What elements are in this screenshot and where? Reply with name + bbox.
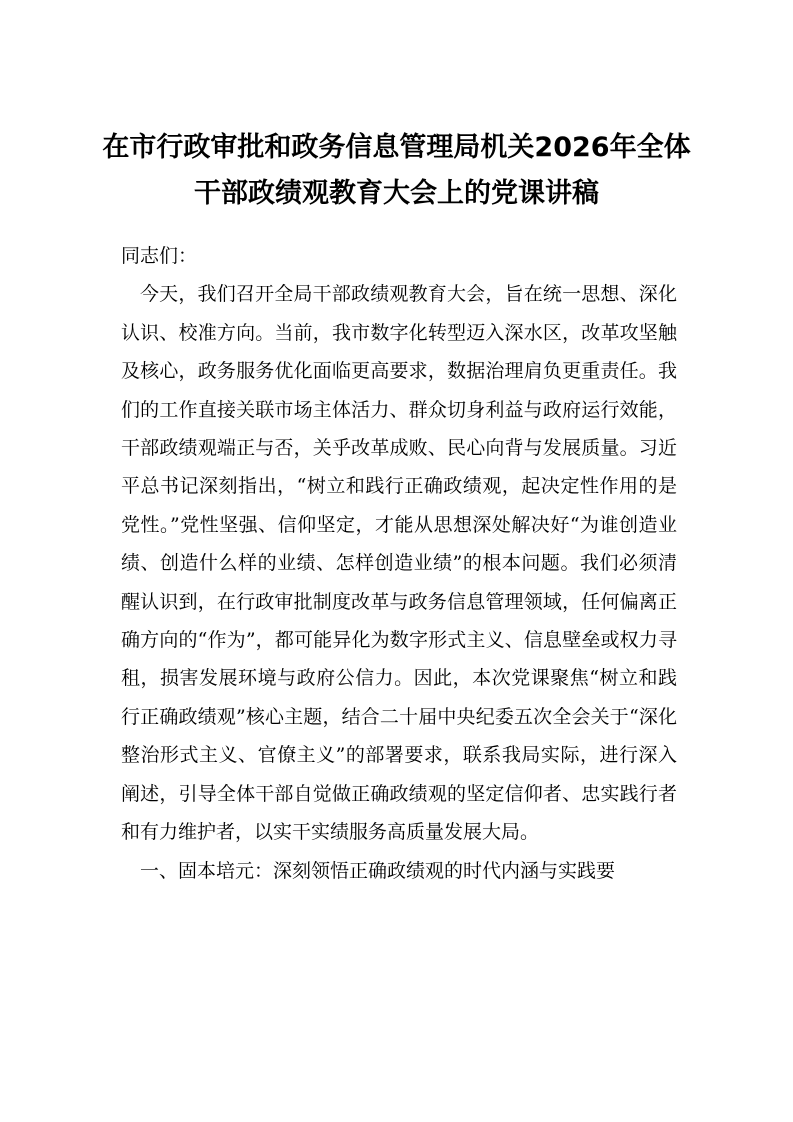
body-paragraph: 今天，我们召开全局干部政绩观教育大会，旨在统一思想、深化认识、校准方向。当前，我市数字化转型迈入深水区，改革攻坚触及核心，政务服务优化面临更高要求，数据治理肩负更重责任。我们的工作直接关联市场主体活力、群众切身利益与政府运行效能，干部政绩观端正与否，关乎改革成败、民心向背与发展质量。习近平总书记深刻指出，“树立和践行正确政绩观，起决定性作用的是党性。”党性坚强、信仰坚定，才能从思想深处解决好“为谁创造业绩、创造什么样的业绩、怎样创造业绩”的根本问题。我们必须清醒认识到，在行政审批制度改革与政务信息管理领域，任何偏离正确方向的“作为”，都可能异化为数字形式主义、信息壁垒或权力寻租，损害发展环境与政府公信力。因此，本次党课聚焦“树立和践行正确政绩观”核心主题，结合二十届中央纪委五次全会关于“深化整治形式主义、官僚主义”的部署要求，联系我局实际，进行深入阐述，引导全体干部自觉做正确政绩观的坚定信仰者、忠实践行者和有力维护者，以实干实绩服务高质量发展大局。 bbox=[121, 283, 677, 844]
section-heading: 一、固本培元：深刻领悟正确政绩观的时代内涵与实践要 bbox=[140, 859, 616, 882]
document-body bbox=[121, 237, 677, 890]
document-title: 在市行政审批和政务信息管理局机关2026年全体干部政绩观教育大会上的党课讲稿 bbox=[102, 132, 691, 209]
salutation: 同志们： bbox=[121, 245, 198, 267]
